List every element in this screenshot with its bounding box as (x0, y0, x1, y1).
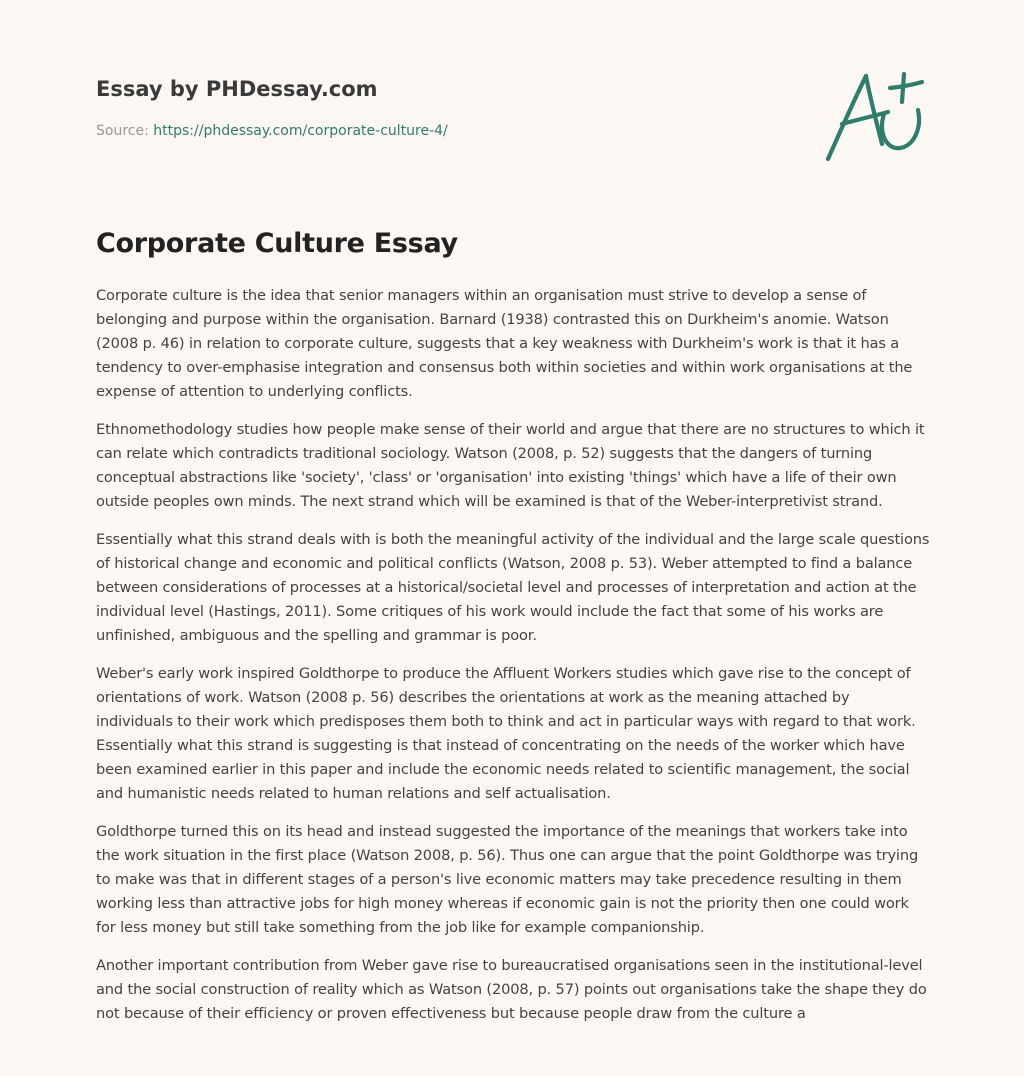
site-title: Essay by PHDessay.com (96, 77, 378, 101)
essay-paragraph: Ethnomethodology studies how people make sense of their world and argue that there are no structures to which it can relate which contradicts traditional sociology. Watson (2008, p. 52) suggests that the dangers of turning conceptual abstractions like 'society', 'class' or 'organisation' into existing 'things' which have a life of their own outside peoples own minds. The next strand which will be examined is that of the Weber-interpretivist strand. (96, 421, 925, 510)
source-label: Source: (96, 123, 149, 139)
essay-paragraph: Goldthorpe turned this on its head and instead suggested the importance of the meanings that workers take into the work situation in the first place (Watson 2008, p. 56). Thus one can argue that the point Goldthorpe was trying to make was that in different stages of a person's live economic matters may take precedence resulting in them working less than attractive jobs for high money whereas if economic gain is not the priority then one could work for less money but still take something from the job like for example companionship. (96, 823, 919, 936)
essay-title: Corporate Culture Essay (96, 228, 458, 259)
header (96, 74, 796, 141)
source-link[interactable]: https://phdessay.com/corporate-culture-4/ (153, 123, 448, 139)
a-plus-logo-icon (818, 62, 930, 166)
essay-body (96, 284, 930, 1040)
essay-paragraph: Corporate culture is the idea that senior managers within an organisation must strive to develop a sense of belonging and purpose within the organisation. Barnard (1938) contrasted this on Durkheim's anomie. Watson (2008 p. 46) in relation to corporate culture, suggests that a key weakness with Durkheim's work is that it has a tendency to over-emphasise integration and consensus both within societies and within work organisations at the expense of attention to underlying conflicts. (96, 287, 913, 400)
essay-paragraph: Essentially what this strand deals with is both the meaningful activity of the individual and the large scale questions of historical change and economic and political conflicts (Watson, 2008 p. 53). Weber attempted to find a balance between considerations of processes at a historical/societal level and processes of interpretation and action at the individual level (Hastings, 2011). Some critiques of his work would include the fact that some of his works are unfinished, ambiguous and the spelling and grammar is poor. (96, 531, 930, 644)
essay-paragraph: Weber's early work inspired Goldthorpe to produce the Affluent Workers studies which gave rise to the concept of orientations of work. Watson (2008 p. 56) describes the orientations at work as the meaning attached by individuals to their work which predisposes them both to think and act in particular ways with regard to that work. Essentially what this strand is suggesting is that instead of concentrating on the needs of the worker which have been examined earlier in this paper and include the economic needs related to scientific management, the social and humanistic needs related to human relations and self actualisation. (96, 665, 916, 802)
a-plus-logo-svg (818, 62, 930, 166)
source-line (96, 121, 796, 141)
essay-paragraph: Another important contribution from Weber gave rise to bureaucratised organisations seen in the institutional-level and the social construction of reality which as Watson (2008, p. 57) points out organisations take the shape they do not because of their efficiency or proven effectiveness but because people draw from the culture a (96, 957, 927, 1022)
